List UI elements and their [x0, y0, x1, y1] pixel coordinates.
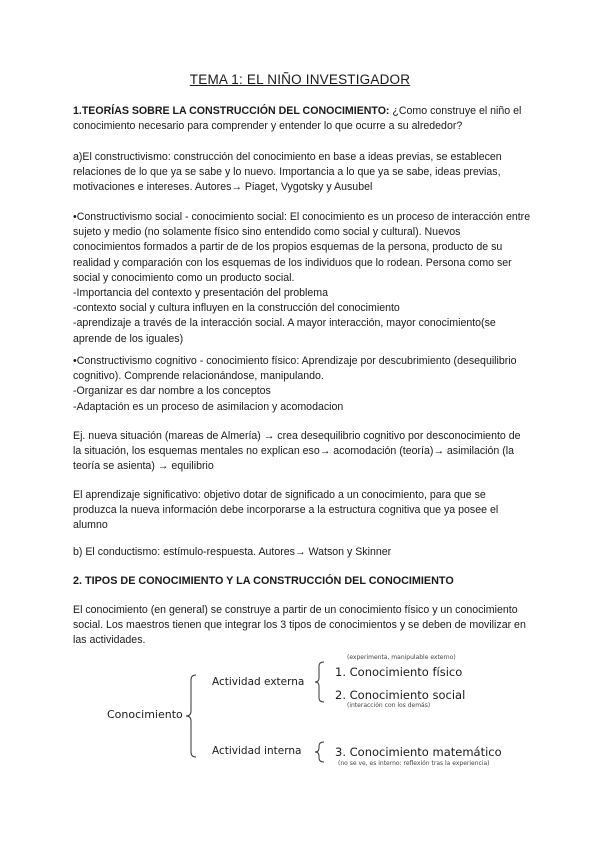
section2-heading: 2. TIPOS DE CONOCIMIENTO Y LA CONSTRUCCIÓN DEL CONOCIMIENTO — [73, 575, 454, 587]
behaviorism-paragraph — [73, 545, 531, 560]
section2-text: El conocimiento (en general) se construye a partir de un conocimiento físico y un conocimiento social. Los maestros tienen que integrar los 3 tipos de conocimientos y se deben de movilizar en las actividades. — [73, 604, 526, 647]
internal-brace — [315, 742, 324, 762]
cognitive-point-2: -Adaptación es un proceso de asimilacion y acomodacion — [73, 400, 344, 413]
constructivism-text: a)El constructivismo: construcción del conocimiento en base a ideas previas, se establecen relaciones de lo que ya se sabe y lo nuevo. Importancia a lo que ya se sabe, ideas previas, motivaciones e intereses. Autores→ Piaget, Vygotsky y Ausubel — [73, 151, 502, 194]
section1-paragraph — [73, 104, 531, 134]
section1-question: ¿Como construye el niño el conocimiento necesario para comprender y entender lo que ocurre a su alrededor? — [73, 105, 522, 133]
cognitive-point-1: -Organizar es dar nombre a los conceptos — [73, 385, 271, 398]
social-point-1: -Importancia del contexto y presentación del problema — [73, 287, 328, 300]
section1-heading: 1.TEORÍAS SOBRE LA CONSTRUCCIÓN DEL CONOCIMIENTO: — [73, 105, 390, 117]
social-point-3: -aprendizaje a través de la interacción social. A mayor interacción, mayor conocimiento(se aprende de los iguales) — [73, 317, 496, 345]
document-title: TEMA 1: EL NIÑO INVESTIGADOR — [189, 72, 411, 87]
cognitive-constructivism-paragraph — [73, 354, 531, 415]
example-paragraph — [73, 429, 531, 475]
behaviorism-text: b) El conductismo: estímulo-respuesta. Autores→ Watson y Skinner — [73, 546, 392, 558]
physical-knowledge-label: 1. Conocimiento físico — [335, 665, 463, 679]
diagram-root-label: Conocimiento — [107, 708, 183, 721]
example-text: Ej. nueva situación (mareas de Almería) → crea desequilibrio cognitivo por desconocimiento de la situación, los esquemas mentales no explican eso→ acomodación (teoría)→ asimilación (la teoría se asienta) → equilibrio — [73, 430, 521, 473]
social-intro: •Constructivismo social - conocimiento social: El conocimiento es un proceso de interacción entre sujeto y medio (no solamente físico sino entendido como social y cultural). Nuevos conocimientos formados a partir de de los propios esquemas de la persona, producto de su realidad y comparación con los esquemas de los individuos que lo rodean. Persona como ser social y conocimiento como un producto social. — [73, 211, 531, 284]
math-knowledge-note: (no se ve, es interno: reflexión tras la experiencia) — [338, 760, 490, 767]
physical-knowledge-note: (experimenta, manipulable externo) — [347, 654, 456, 661]
significant-learning-paragraph — [73, 488, 531, 534]
diagram-internal-label: Actividad interna — [212, 745, 302, 757]
social-knowledge-label: 2. Conocimiento social — [335, 688, 466, 702]
social-knowledge-note: (interacción con los demás) — [347, 702, 431, 709]
social-constructivism-paragraph — [73, 210, 531, 347]
diagram-external-label: Actividad externa — [212, 676, 305, 688]
section2-heading-block — [73, 574, 531, 589]
cognitive-intro: •Constructivismo cognitivo - conocimiento físico: Aprendizaje por descubrimiento (desequilibrio cognitivo). Comprende relacionándose, manipulando. — [73, 355, 517, 383]
external-brace — [315, 662, 324, 702]
section2-paragraph — [73, 603, 531, 649]
significant-text: El aprendizaje significativo: objetivo dotar de significado a un conocimiento, para que se produzca la nueva información debe incorporarse a la estructura cognitiva que ya posee el alumno — [73, 489, 499, 532]
math-knowledge-label: 3. Conocimiento matemático — [335, 745, 502, 759]
root-brace — [186, 675, 196, 757]
social-point-2: -contexto social y cultura influyen en la construcción del conocimiento — [73, 302, 400, 315]
constructivism-paragraph — [73, 150, 531, 196]
